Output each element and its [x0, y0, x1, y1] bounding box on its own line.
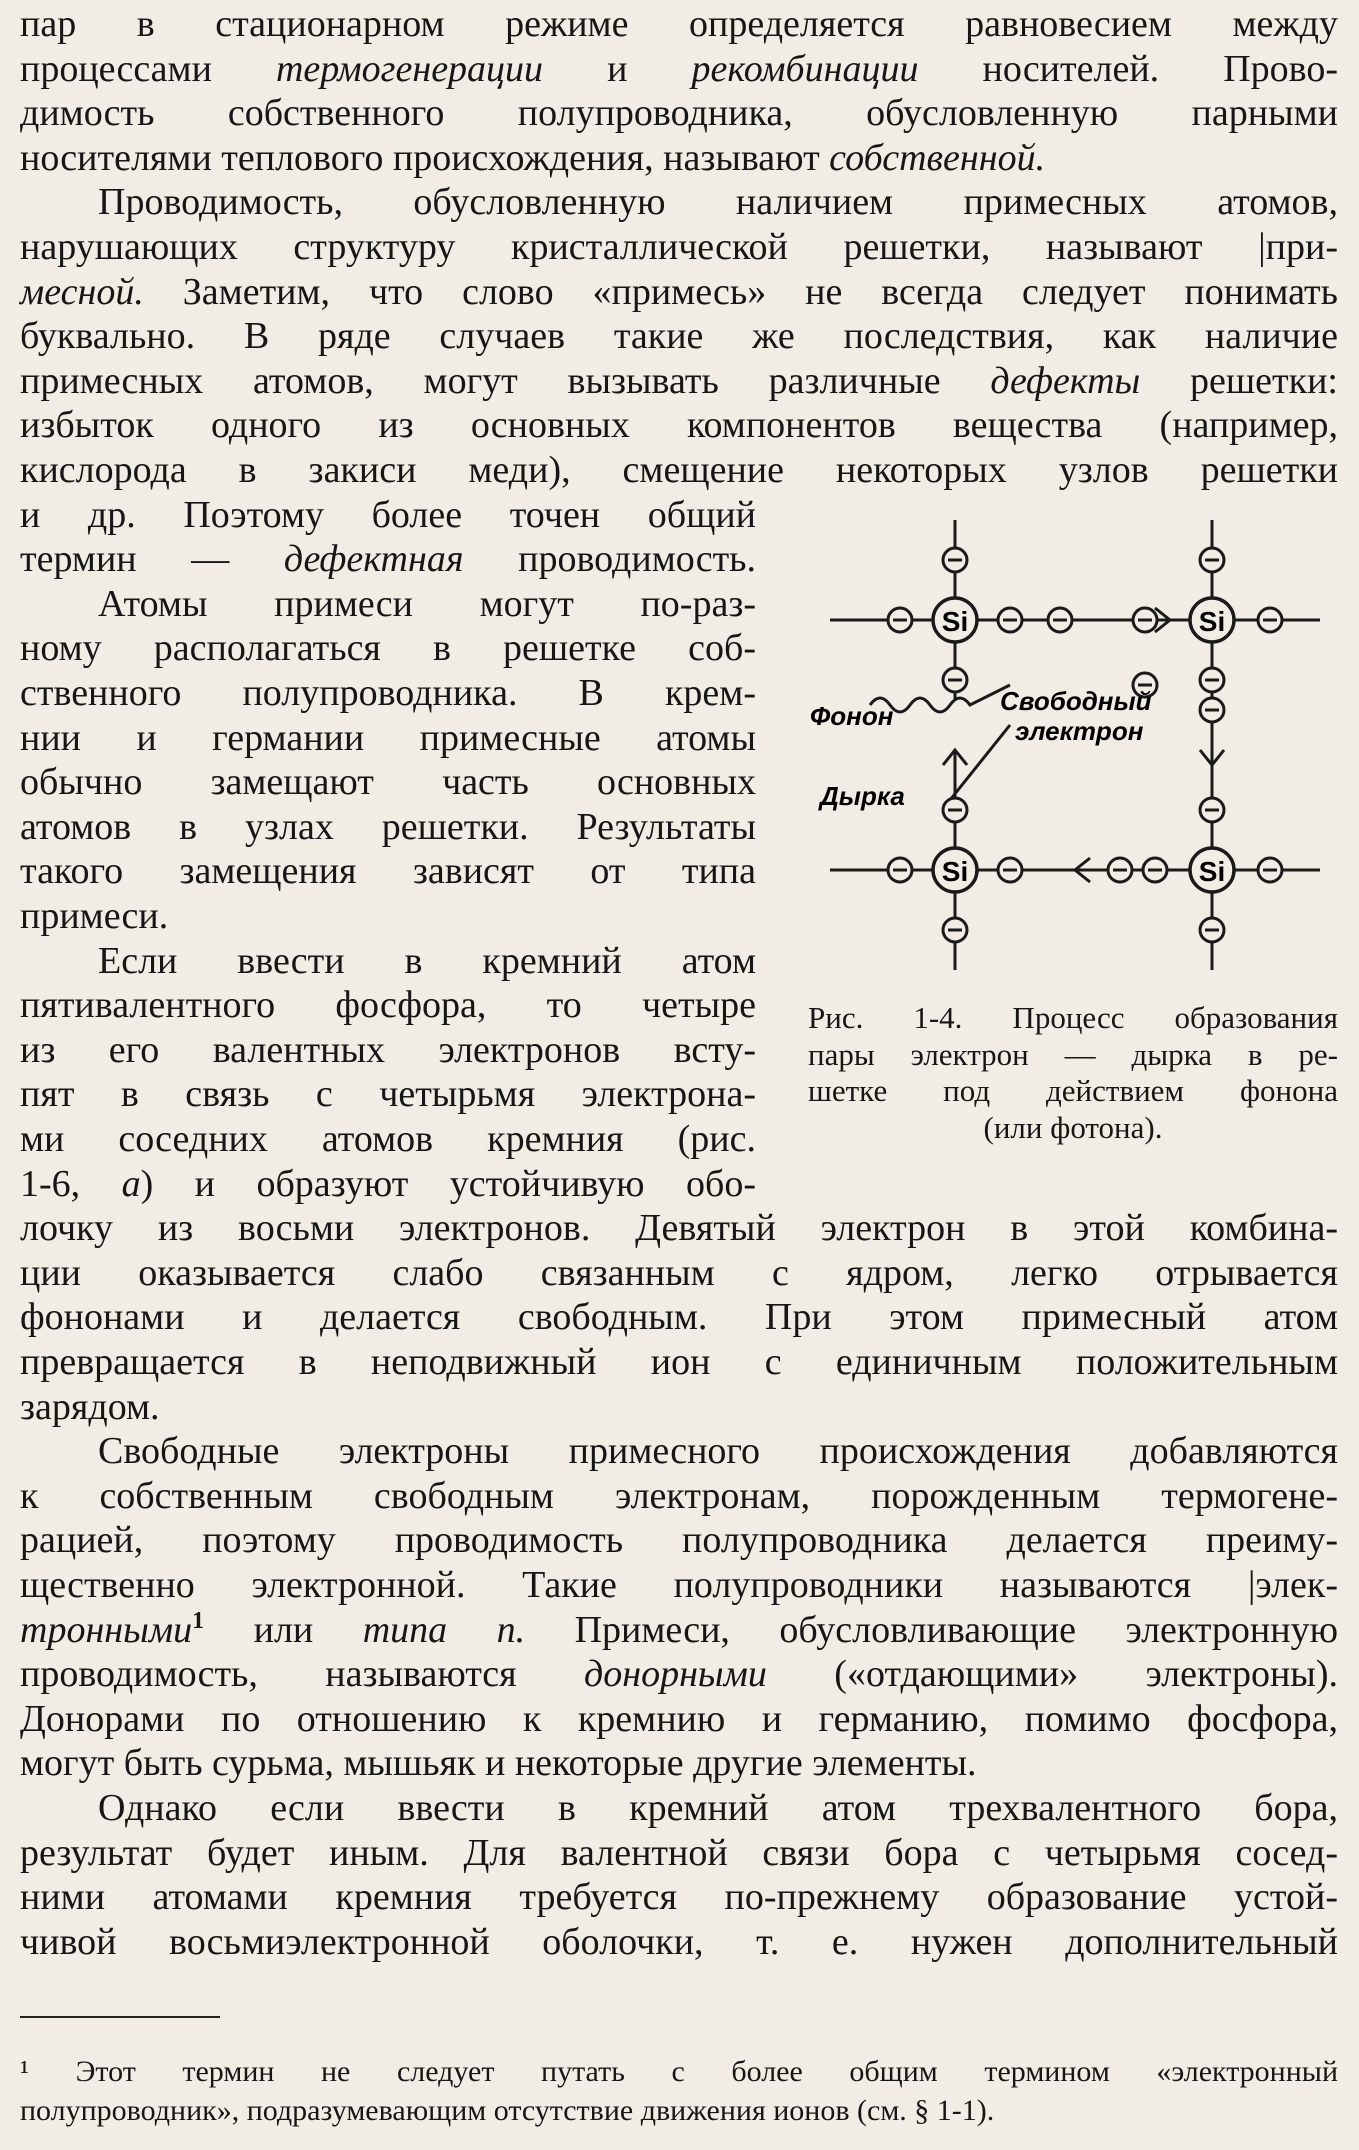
- text-line: пят в связь с четырьмя электрона-: [20, 1073, 756, 1116]
- electron: [1258, 608, 1282, 632]
- text-line: Однако если ввести в кремний атом трехвалентного бора,: [98, 1786, 1338, 1829]
- svg-text:Si: Si: [941, 856, 969, 887]
- phonon-label: Фонон: [810, 701, 894, 731]
- text-line: могут быть сурьма, мышьяк и некоторые другие элементы.: [20, 1742, 977, 1785]
- text-line: нии и германии примесные атомы: [20, 716, 756, 759]
- text-line: тронными$^1$ или типа n. Примеси, обусловливающие электронную: [20, 1607, 1338, 1651]
- text-line: Проводимость, обусловленную наличием примесных атомов,: [98, 181, 1338, 224]
- text-line: буквально. В ряде случаев такие же последствия, как наличие: [20, 315, 1338, 358]
- text-line: примесных атомов, могут вызывать различные дефекты решетки:: [20, 359, 1338, 402]
- text-line: результат будет иным. Для валентной связи бора с четырьмя сосед-: [20, 1831, 1338, 1874]
- free-electron-label: электрон: [1015, 716, 1144, 746]
- caption-line: (или фотона).: [983, 1109, 1163, 1145]
- caption-line: пары электрон — дырка в ре-: [808, 1036, 1338, 1072]
- electron: [998, 608, 1022, 632]
- text-line: фононами и делается свободным. При этом примесный атом: [20, 1296, 1338, 1339]
- text-line: из его валентных электронов всту-: [20, 1028, 756, 1071]
- body-text-beside-figure: [20, 493, 756, 1207]
- text-line: месной. Заметим, что слово «примесь» не всегда следует понимать: [20, 270, 1338, 313]
- text-line: нарушающих структуру кристаллической решетки, называют |при-: [20, 225, 1338, 268]
- svg-text:Si: Si: [1198, 856, 1226, 887]
- text-line: пар в стационарном режиме определяется равновесием между: [20, 3, 1338, 45]
- footnote-divider: [20, 2016, 220, 2018]
- text-line: обычно замещают часть основных: [20, 761, 756, 804]
- text-line: 1-6, а) и образуют устойчивую обо-: [20, 1162, 756, 1205]
- electron: [888, 608, 912, 632]
- svg-text:Si: Si: [941, 606, 969, 637]
- text-line: атомов в узлах решетки. Результаты: [20, 805, 756, 848]
- text-line: Донорами по отношению к кремнию и германию, помимо фосфора,: [20, 1697, 1338, 1740]
- footnote-line: полупроводник», подразумевающим отсутствие движения ионов (см. § 1-1).: [20, 2094, 995, 2127]
- text-line: избыток одного из основных компонентов вещества (например,: [20, 404, 1338, 447]
- svg-text:Si: Si: [1198, 606, 1226, 637]
- hole-label: Дырка: [820, 781, 905, 811]
- text-line: термин — дефектная проводимость.: [20, 538, 757, 581]
- text-line: Атомы примеси могут по-раз-: [98, 582, 756, 625]
- electron: [1258, 858, 1282, 882]
- free-electron-label: Свободный: [1000, 686, 1152, 716]
- electron: [998, 858, 1022, 882]
- electron: [943, 668, 967, 692]
- electron: [1200, 668, 1224, 692]
- si-atom: [933, 598, 977, 642]
- text-line: пятивалентного фосфора, то четыре: [20, 984, 756, 1027]
- text-line: и др. Поэтому более точен общий: [20, 493, 756, 536]
- footnote: [20, 2052, 1338, 2130]
- body-text-top: [20, 2, 1338, 493]
- electron: [888, 858, 912, 882]
- footnote-line: ¹ Этот термин не следует путать с более общим термином «электронный: [20, 2055, 1338, 2088]
- text-line: проводимость, называются донорными («отдающими» электроны).: [20, 1653, 1338, 1696]
- text-line: кислорода в закиси меди), смещение некоторых узлов решетки: [20, 448, 1338, 491]
- text-line: ми соседних атомов кремния (рис.: [20, 1117, 756, 1160]
- text-line: димость собственного полупроводника, обусловленную парными: [20, 92, 1338, 135]
- caption-line: Рис. 1-4. Процесс образования: [808, 1000, 1338, 1035]
- text-line: ними атомами кремния требуется по-прежнему образование устой-: [20, 1876, 1338, 1919]
- electron: [1143, 858, 1167, 882]
- text-line: носителями теплового происхождения, называют собственной.: [20, 136, 1046, 179]
- text-line: ции оказывается слабо связанным с ядром, легко отрывается: [20, 1251, 1338, 1294]
- text-line: Свободные электроны примесного происхождения добавляются: [98, 1430, 1338, 1473]
- text-line: чивой восьмиэлектронной оболочки, т. е. нужен дополнительный: [20, 1920, 1338, 1963]
- electron: [1200, 698, 1224, 722]
- figure-caption: [808, 1000, 1338, 1146]
- electron: [1133, 608, 1157, 632]
- text-line: ному располагаться в решетке соб-: [20, 627, 756, 670]
- text-line: примеси.: [20, 894, 169, 937]
- text-line: рацией, поэтому проводимость полупроводника делается преиму-: [20, 1519, 1338, 1562]
- text-line: лочку из восьми электронов. Девятый электрон в этой комбина-: [20, 1207, 1338, 1250]
- text-line: такого замещения зависят от типа: [20, 850, 756, 893]
- text-line: процессами термогенерации и рекомбинации носителей. Прово-: [20, 47, 1338, 90]
- text-line: щественно электронной. Такие полупроводники называются |элек-: [20, 1563, 1338, 1606]
- electron: [1200, 798, 1224, 822]
- electron: [1200, 918, 1224, 942]
- electron: [943, 798, 967, 822]
- si-atom: [933, 848, 977, 892]
- electron: [943, 548, 967, 572]
- text-line: Если ввести в кремний атом: [98, 939, 756, 982]
- si-atom: [1190, 598, 1234, 642]
- caption-line: шетке под действием фонона: [808, 1073, 1338, 1108]
- silicon-lattice-figure: [800, 500, 1340, 980]
- text-line: превращается в неподвижный ион с единичным положительным: [20, 1340, 1338, 1383]
- text-line: зарядом.: [20, 1385, 160, 1428]
- body-text-bottom: [20, 1206, 1338, 1964]
- electron: [1108, 858, 1132, 882]
- electron: [943, 918, 967, 942]
- electron: [1048, 608, 1072, 632]
- text-line: к собственным свободным электронам, порожденным термогене-: [20, 1474, 1338, 1517]
- si-atom: [1190, 848, 1234, 892]
- electron: [1200, 548, 1224, 572]
- text-line: ственного полупроводника. В крем-: [20, 671, 756, 714]
